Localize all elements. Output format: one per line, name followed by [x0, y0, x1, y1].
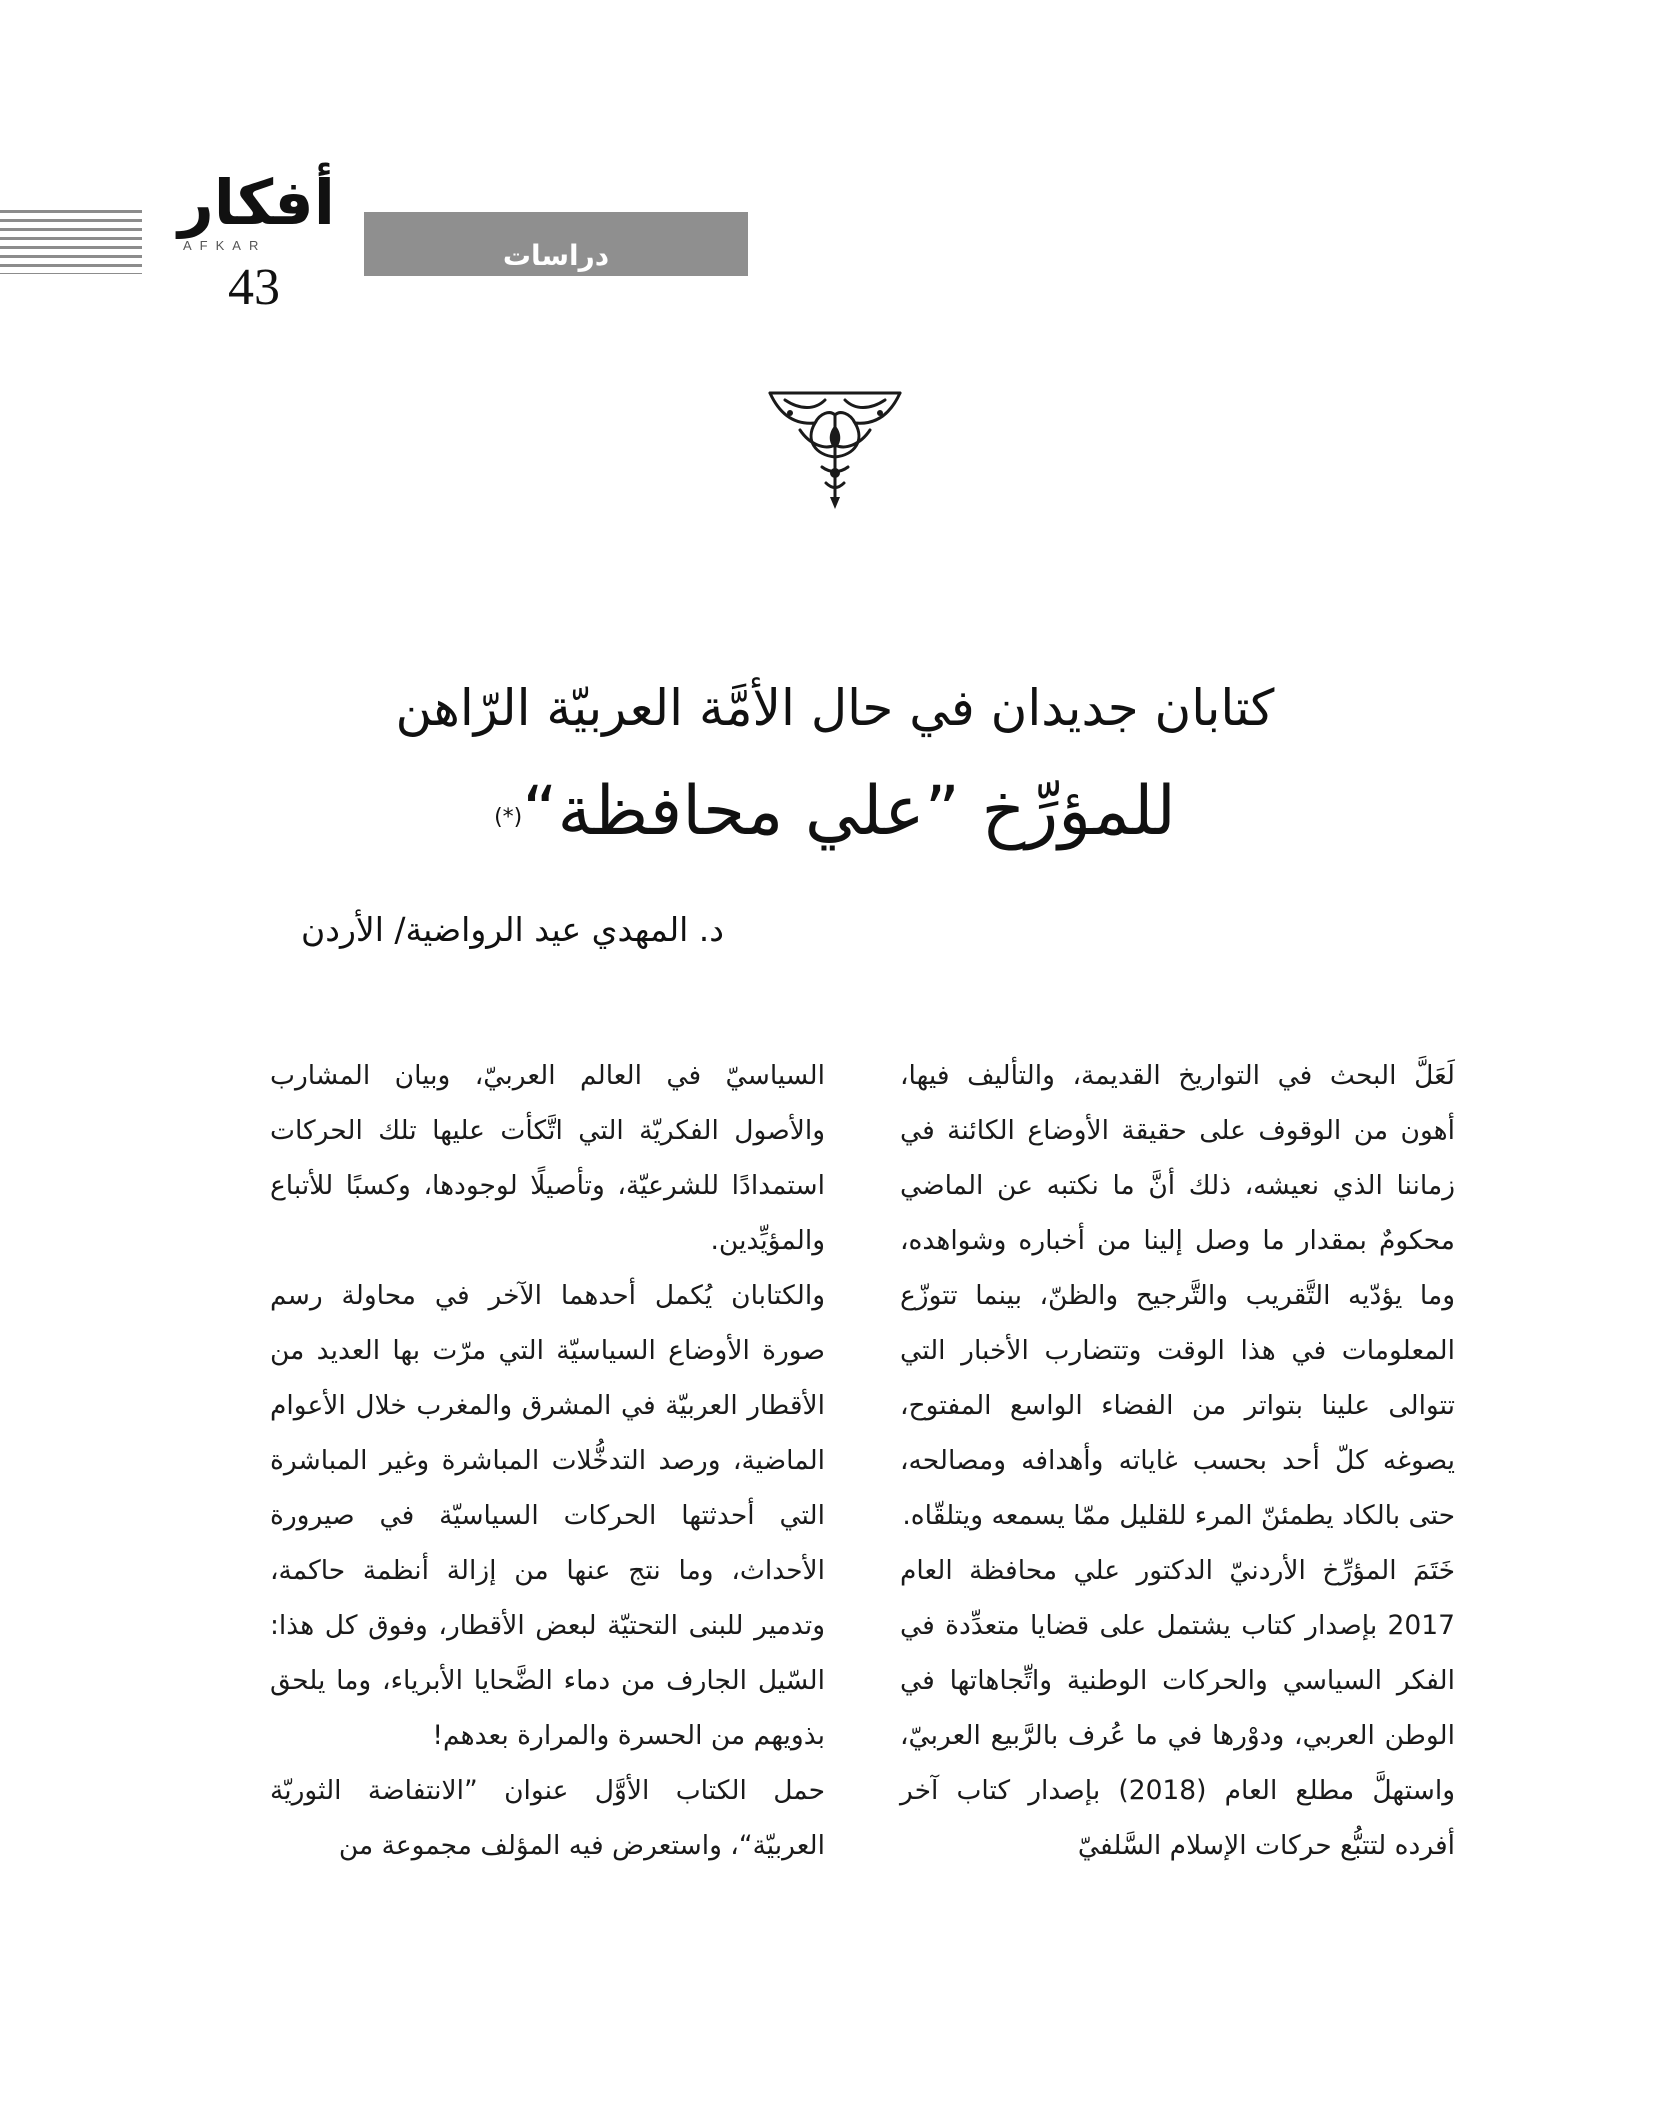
logo-latin: AFKAR — [183, 238, 267, 253]
logo-arabic: أفكار — [178, 166, 335, 239]
page-number: 43 — [228, 259, 280, 316]
text-column-right — [900, 1048, 1455, 1873]
header-stripes — [0, 210, 142, 274]
footnote-marker: (*) — [494, 805, 523, 830]
section-label-box — [364, 212, 748, 276]
article-title-line1: كتابان جديدان في حال الأمَّة العربيّة الرّاهن — [395, 679, 1275, 737]
paragraph: لَعَلَّ البحث في التواريخ القديمة، والتأليف فيها، أهون من الوقوف على حقيقة الأوضاع الكائنة في زماننا الذي نعيشه، ذلك أنَّ ما نكتبه عن الماضي محكومٌ بمقدار ما وصل إلينا من أخباره وشواهده، وما يؤدّيه التَّقريب والتَّرجيح والظنّ، بينما تتوزّع المعلومات في هذا الوقت وتتضارب الأخبار التي تتوالى علينا بتواتر من الفضاء الواسع المفتوح، يصوغه كلّ أحد بحسب غاياته وأهدافه ومصالحه، حتى بالكاد يطمئنّ المرء للقليل ممّا يسمعه ويتلقّاه. — [900, 1060, 1455, 1531]
paragraph: السياسيّ في العالم العربيّ، وبيان المشارب والأصول الفكريّة التي اتَّكأت عليها تلك الحركات استمدادًا للشرعيّة، وتأصيلًا لوجودها، وكسبًا للأتباع والمؤيِّدين. — [270, 1060, 825, 1256]
article-title-line2 — [360, 770, 1310, 854]
arabesque-ornament-icon — [760, 385, 910, 515]
paragraph: حمل الكتاب الأوَّل عنوان ”الانتفاضة الثوريّة العربيّة“، واستعرض فيه المؤلف مجموعة من — [270, 1775, 825, 1861]
author-byline: د. المهدي عيد الرواضية/ الأردن — [301, 910, 724, 949]
text-column-left — [270, 1048, 825, 1873]
paragraph: خَتَمَ المؤرِّخ الأردنيّ الدكتور علي محافظة العام 2017 بإصدار كتاب يشتمل على قضايا متعدِّدة في الفكر السياسي والحركات الوطنية واتِّجاهاتها في الوطن العربي، ودوْرها في ما عُرف بالرَّبيع العربيّ، واستهلَّ مطلع العام (2018) بإصدار كتاب آخر أفرده لتتبُّع حركات الإسلام السَّلفيّ — [900, 1555, 1455, 1861]
paragraph: والكتابان يُكمل أحدهما الآخر في محاولة رسم صورة الأوضاع السياسيّة التي مرّت بها العديد من الأقطار العربيّة في المشرق والمغرب خلال الأعوام الماضية، ورصد التدخُّلات المباشرة وغير المباشرة التي أحدثتها الحركات السياسيّة في صيرورة الأحداث، وما نتج عنها من إزالة أنظمة حاكمة، وتدمير للبنى التحتيّة لبعض الأقطار، وفوق كل هذا: السّيل الجارف من دماء الضَّحايا الأبرياء، وما يلحق بذويهم من الحسرة والمرارة بعدهم! — [270, 1280, 825, 1751]
section-label: دراسات — [502, 239, 610, 272]
article-title-line2-text: للمؤرِّخ ”علي محافظة“ — [522, 772, 1176, 851]
